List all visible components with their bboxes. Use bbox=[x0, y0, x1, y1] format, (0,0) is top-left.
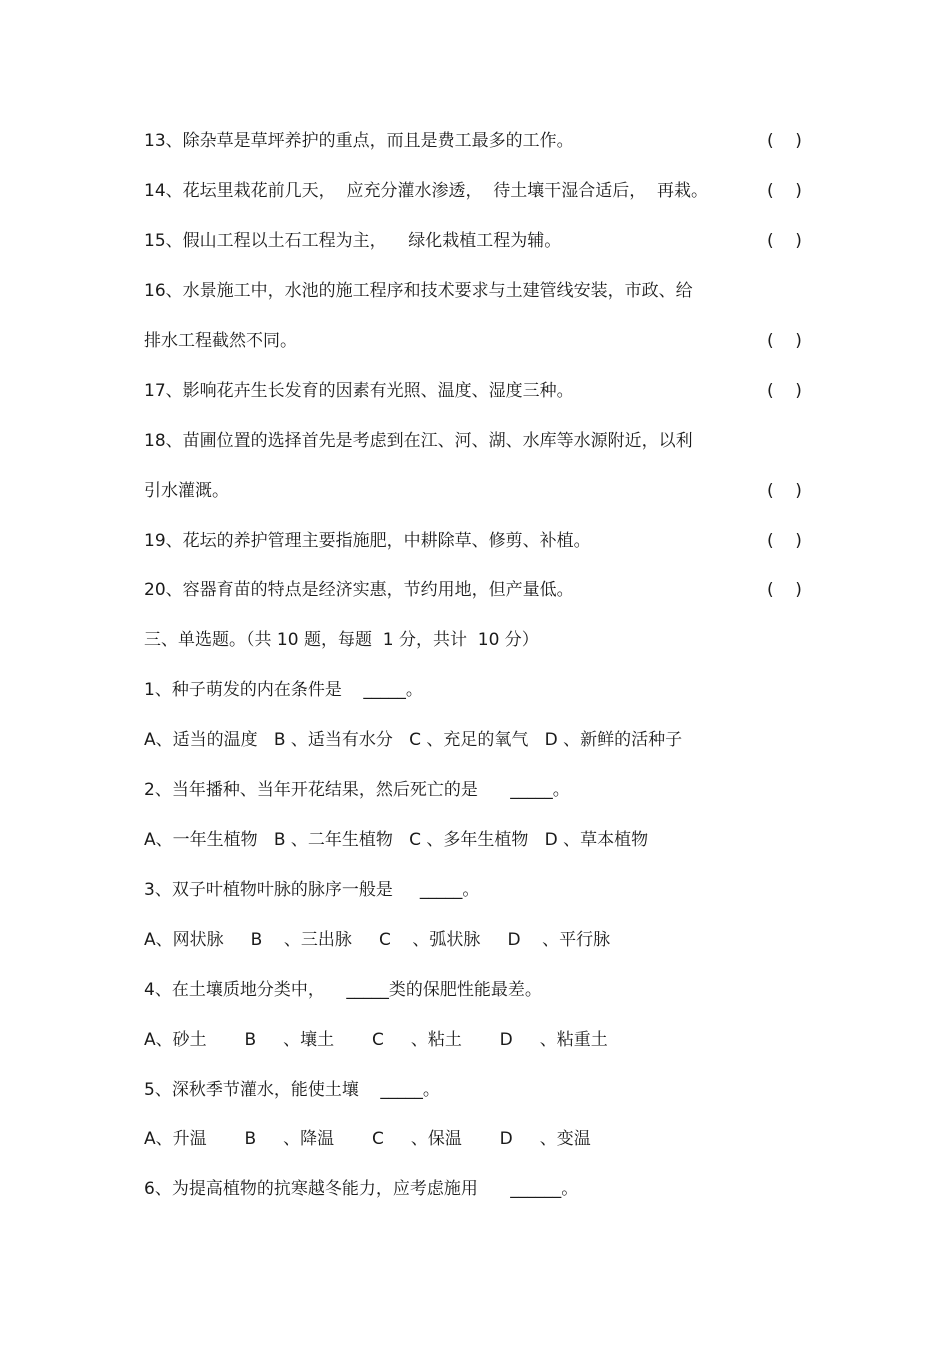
judgement-item-16-cont: 排水工程截然不同。 bbox=[144, 331, 297, 351]
judgement-item-18-cont: 引水灌溉。 bbox=[144, 481, 229, 501]
mc-options-2: A、一年生植物 B 、二年生植物 C 、多年生植物 D 、草本植物 bbox=[144, 830, 649, 850]
answer-parentheses: ( ) bbox=[767, 580, 802, 600]
mc-question-4: 4、在土壤质地分类中， _____类的保肥性能最差。 bbox=[144, 980, 542, 1000]
judgement-item-19: 19、花坛的养护管理主要指施肥，中耕除草、修剪、补植。 bbox=[144, 531, 591, 551]
judgement-item-15: 15、假山工程以土石工程为主， 绿化栽植工程为辅。 bbox=[144, 231, 562, 251]
answer-parentheses: ( ) bbox=[767, 381, 802, 401]
judgement-item-20: 20、容器育苗的特点是经济实惠，节约用地，但产量低。 bbox=[144, 580, 574, 600]
answer-parentheses: ( ) bbox=[767, 231, 802, 251]
judgement-item-18: 18、苗圃位置的选择首先是考虑到在江、河、湖、水库等水源附近，以利 bbox=[144, 431, 693, 451]
mc-question-3: 3、双子叶植物叶脉的脉序一般是 _____。 bbox=[144, 880, 480, 900]
section-title: 三、单选题。（共 10 题，每题 1 分，共计 10 分） bbox=[144, 630, 539, 650]
mc-options-5: A、升温 B 、降温 C 、保温 D 、变温 bbox=[144, 1129, 591, 1149]
answer-parentheses: ( ) bbox=[767, 181, 802, 201]
mc-options-4: A、砂土 B 、壤土 C 、粘土 D 、粘重土 bbox=[144, 1030, 608, 1050]
judgement-item-14: 14、花坛里栽花前几天， 应充分灌水渗透， 待土壤干湿合适后， 再栽。 bbox=[144, 181, 709, 201]
judgement-item-17: 17、影响花卉生长发育的因素有光照、温度、湿度三种。 bbox=[144, 381, 574, 401]
mc-question-2: 2、当年播种、当年开花结果，然后死亡的是 _____。 bbox=[144, 780, 570, 800]
mc-question-1: 1、种子萌发的内在条件是 _____。 bbox=[144, 680, 423, 700]
mc-question-5: 5、深秋季节灌水，能使土壤 _____。 bbox=[144, 1080, 440, 1100]
answer-parentheses: ( ) bbox=[767, 131, 802, 151]
mc-question-6: 6、为提高植物的抗寒越冬能力，应考虑施用 ______。 bbox=[144, 1179, 579, 1199]
mc-options-1: A、适当的温度 B 、适当有水分 C 、充足的氧气 D 、新鲜的活种子 bbox=[144, 730, 683, 750]
mc-options-3: A、网状脉 B 、三出脉 C 、弧状脉 D 、平行脉 bbox=[144, 930, 611, 950]
judgement-item-16: 16、水景施工中，水池的施工程序和技术要求与土建管线安装，市政、给 bbox=[144, 281, 693, 301]
answer-parentheses: ( ) bbox=[767, 531, 802, 551]
answer-parentheses: ( ) bbox=[767, 331, 802, 351]
judgement-item-13: 13、除杂草是草坪养护的重点，而且是费工最多的工作。 bbox=[144, 131, 574, 151]
answer-parentheses: ( ) bbox=[767, 481, 802, 501]
